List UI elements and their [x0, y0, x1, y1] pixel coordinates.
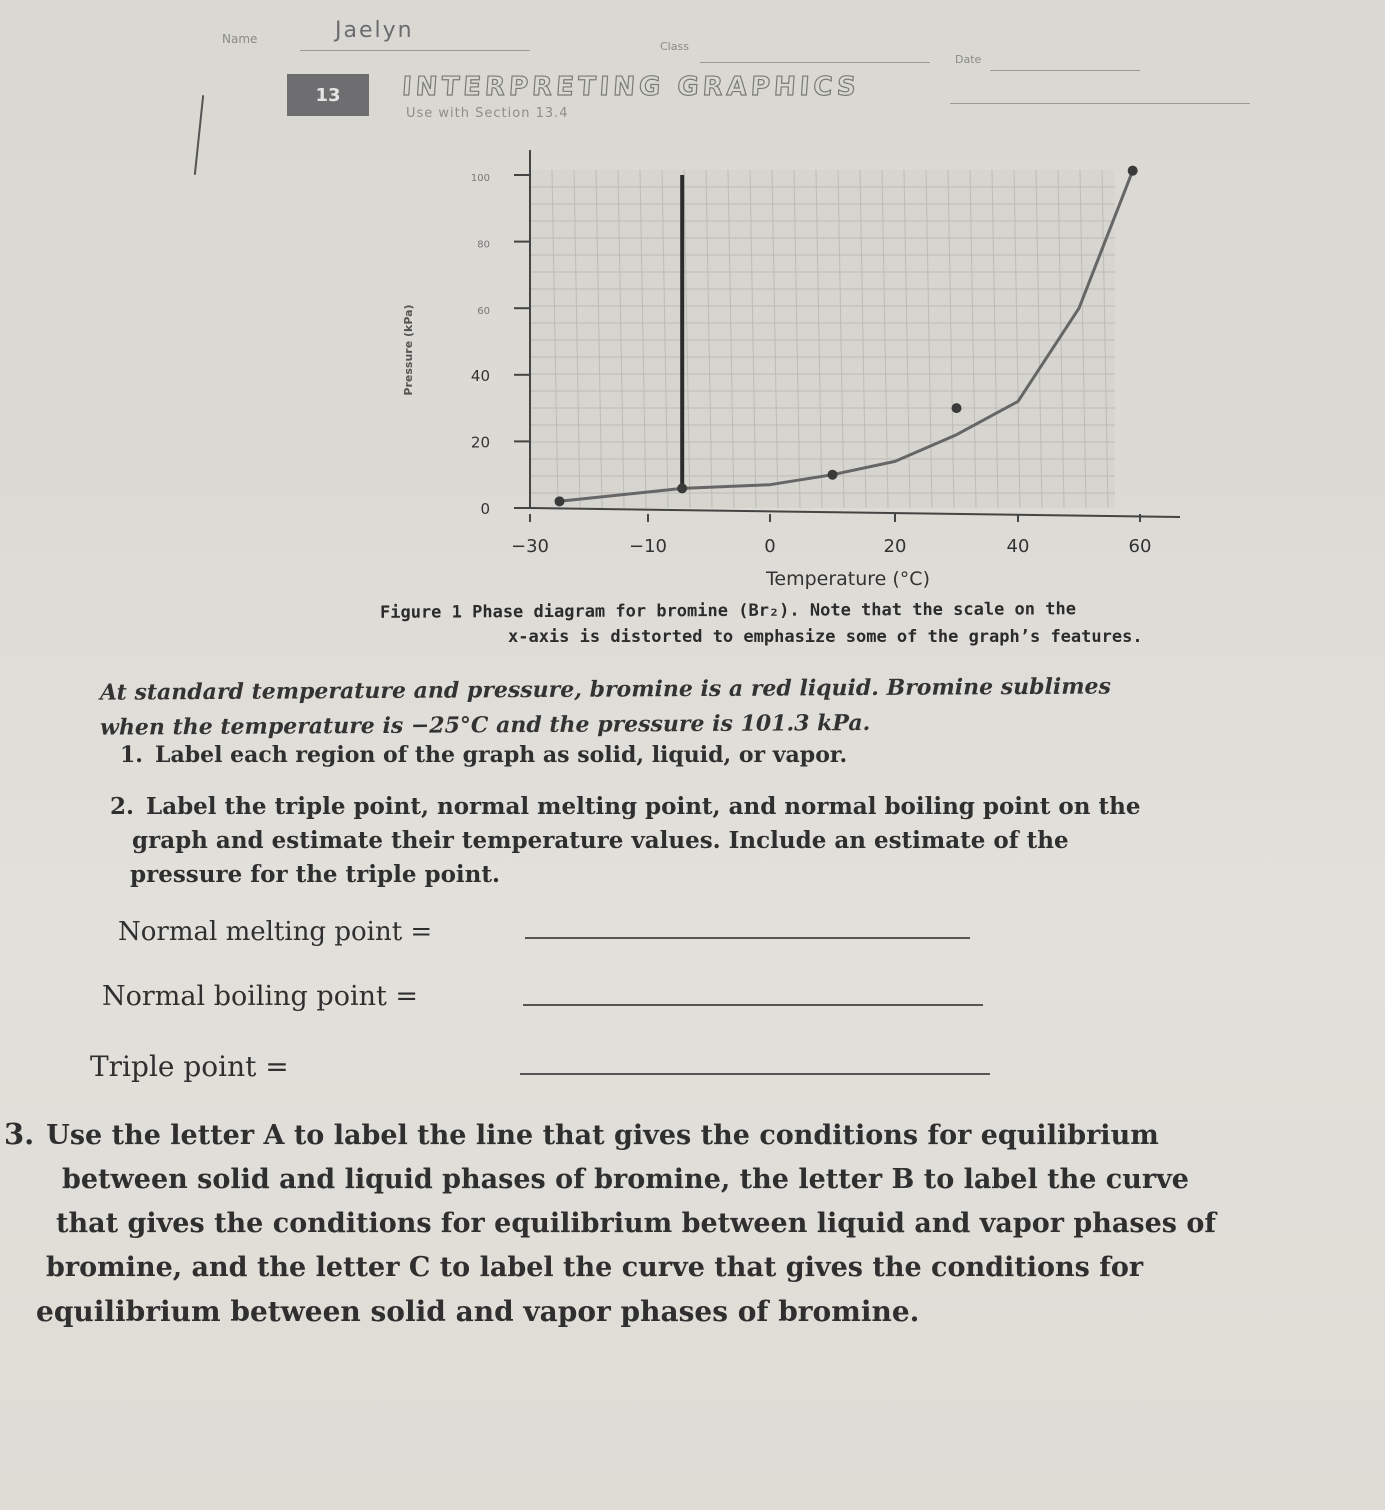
triple-point-label: Triple point =	[90, 1050, 289, 1083]
date-label: Date	[955, 53, 982, 66]
data-point	[828, 470, 838, 480]
y-tick-label: 0	[480, 500, 490, 518]
x-tick-label: 0	[764, 536, 776, 557]
intro-paragraph	[100, 668, 1300, 745]
y-tick-label: 20	[470, 433, 490, 452]
question-3-line5: equilibrium between solid and vapor phases of bromine.	[36, 1295, 920, 1328]
data-point	[555, 496, 565, 506]
data-point	[952, 403, 962, 413]
question-2-text1: Label the triple point, normal melting point, and normal boiling point on the	[146, 793, 1141, 820]
boiling-point-answer-blank[interactable]	[523, 1004, 983, 1006]
x-tick-label: 60	[1128, 536, 1152, 557]
x-tick-label: −10	[629, 536, 667, 557]
x-tick-label: 40	[1006, 536, 1030, 557]
x-tick-label: −30	[511, 536, 549, 557]
question-1-number: 1.	[120, 742, 143, 768]
intro-line2: when the temperature is −25°C and the pressure is 101.3 kPa.	[100, 709, 871, 741]
x-axis-label: Temperature (°C)	[766, 568, 930, 590]
chapter-badge: 13	[287, 74, 369, 116]
y-axis-label: Pressure (kPa)	[402, 304, 415, 396]
boiling-point-label: Normal boiling point =	[102, 981, 419, 1012]
class-label: Class	[660, 40, 689, 53]
figure-caption-text1: Figure 1 Phase diagram for bromine (Br₂). Note that the scale on the	[380, 599, 1076, 623]
y-tick-label: 60	[477, 306, 490, 318]
question-3	[4, 1112, 1216, 1334]
question-3-number: 3.	[4, 1117, 35, 1151]
name-label: Name	[222, 32, 258, 46]
x-axis-line	[530, 508, 1180, 517]
melting-point-label: Normal melting point =	[118, 917, 433, 947]
question-3-line1	[4, 1112, 1216, 1158]
worksheet-subtitle: Use with Section 13.4	[406, 106, 569, 121]
question-2-line2: graph and estimate their temperature values. Include an estimate of the	[132, 827, 1069, 854]
question-3-line3: that gives the conditions for equilibrium between liquid and vapor phases of	[56, 1208, 1217, 1239]
y-tick-label: 40	[470, 366, 490, 385]
question-2-line3: pressure for the triple point.	[130, 861, 501, 888]
phase-diagram-chart	[0, 0, 1385, 600]
data-point	[1128, 166, 1138, 176]
question-3-text1: Use the letter A to label the line that gives the conditions for equilibrium	[46, 1120, 1159, 1151]
data-point	[677, 483, 687, 493]
figure-caption-line2	[508, 627, 1143, 647]
question-1-text: Label each region of the graph as solid, liquid, or vapor.	[154, 742, 848, 768]
question-3-line4: bromine, and the letter C to label the curve that gives the conditions for	[46, 1252, 1144, 1283]
intro-line1: At standard temperature and pressure, bromine is a red liquid. Bromine sublimes	[100, 673, 1111, 706]
question-1	[120, 742, 847, 768]
worksheet-title: INTERPRETING GRAPHICS	[400, 72, 861, 102]
triple-point-answer-blank[interactable]	[520, 1073, 990, 1075]
y-tick-label: 80	[477, 239, 490, 251]
name-handwriting: Jaelyn	[335, 18, 414, 43]
question-2-line1	[110, 790, 1140, 824]
question-3-line2: between solid and liquid phases of bromine, the letter B to label the curve	[62, 1164, 1189, 1195]
figure-caption-line1	[380, 599, 1076, 623]
x-tick-label: 20	[883, 536, 907, 557]
question-2-number: 2.	[110, 793, 135, 820]
question-2	[110, 790, 1140, 892]
y-tick-label: 100	[470, 173, 490, 184]
figure-caption-text2: x-axis is distorted to emphasize some of the graph’s features.	[508, 627, 1143, 647]
melting-point-answer-blank[interactable]	[525, 937, 970, 939]
